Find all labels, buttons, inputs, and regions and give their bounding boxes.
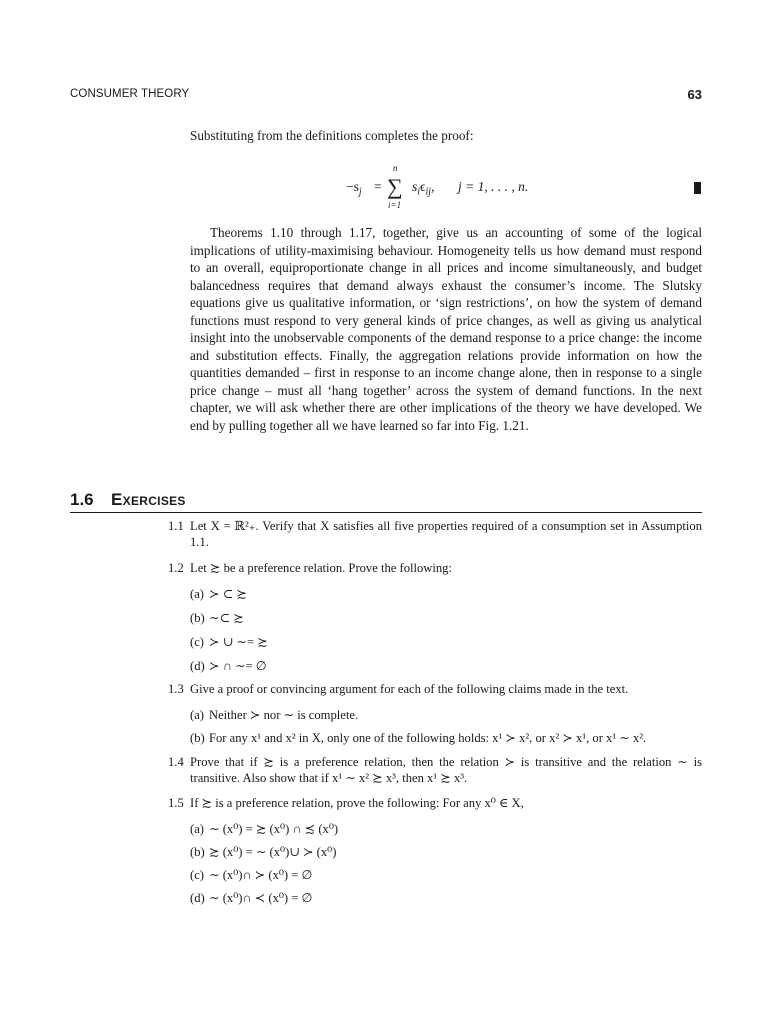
part-label: (b) xyxy=(190,845,205,859)
part-label: (a) xyxy=(190,822,204,836)
lead-sentence: Substituting from the definitions completes the proof: xyxy=(190,128,474,143)
exercise-1-2 xyxy=(168,560,702,576)
part-text: ≻ ∪ ∼= ≿ xyxy=(209,635,268,649)
page-number: 63 xyxy=(687,87,702,102)
exercise-number: 1.3 xyxy=(168,682,184,696)
display-equation xyxy=(346,163,586,211)
exercise-part xyxy=(190,867,702,883)
chapter-title: CONSUMER THEORY xyxy=(70,88,190,100)
summation-sign: ∑ xyxy=(387,174,403,199)
part-text: ∼ (x⁰) = ≿ (x⁰) ∩ ≾ (x⁰) xyxy=(209,822,339,836)
equation-equals: = xyxy=(374,179,382,194)
exercise-number: 1.5 xyxy=(168,796,184,810)
part-label: (d) xyxy=(190,659,205,673)
part-label: (c) xyxy=(190,635,204,649)
part-text: ∼ (x⁰)∩ ≺ (x⁰) = ∅ xyxy=(209,891,313,905)
exercise-number: 1.4 xyxy=(168,755,184,769)
exercise-part xyxy=(190,610,702,626)
equation-term: $s_i\epsilon_{ij}$, xyxy=(412,179,435,198)
exercise-1-4 xyxy=(168,754,702,786)
section-number: 1.6 xyxy=(70,490,94,509)
summary-paragraph xyxy=(190,224,702,434)
part-text: ≻ ∩ ∼= ∅ xyxy=(209,659,267,673)
exercise-part xyxy=(190,586,702,602)
part-text: ∼⊂ ≿ xyxy=(209,611,244,625)
exercise-text: Give a proof or convincing argument for each of the following claims made in the text. xyxy=(190,682,629,696)
equation-lhs: $-s_j$ xyxy=(346,179,362,198)
exercise-1-1 xyxy=(168,518,702,550)
part-text: ≻ ⊂ ≿ xyxy=(209,587,247,601)
exercise-text: If ≿ is a preference relation, prove the following: For any x⁰ ∈ X, xyxy=(190,796,524,810)
exercise-part xyxy=(190,821,702,837)
paragraph-text: Theorems 1.10 through 1.17, together, give us an accounting of some of the logical implications of utility-maximising behaviour. Homogeneity tells us how demand must respond to an overall, equiproportionate change in all prices and income simultaneously, and budget balancedness requires that demand always exhaust the consumer’s income. The Slutsky equations give us qualitative information, or ‘sign restrictions’, on how the system of demand functions must respond to very general kinds of price changes, as well as giving us analytical insight into the unobservable components of the demand response to a price change: the income and substitution effects. Finally, the aggregation relations provide information on how the quantities demanded – first in response to an income change alone, then in response to a single price change – must all ‘hang together’ across the system of demand functions. In the next chapter, we will ask whether there are other implications of the theory we have developed. We end by pulling together all we have learned so far into Fig. 1.21. xyxy=(190,225,702,433)
exercise-part xyxy=(190,707,702,723)
part-label: (a) xyxy=(190,587,204,601)
exercise-part xyxy=(190,890,702,906)
sum-upper-limit: n xyxy=(393,163,398,173)
exercise-number: 1.2 xyxy=(168,561,184,575)
exercise-part xyxy=(190,730,702,746)
exercise-text: Let ≿ be a preference relation. Prove the following: xyxy=(190,561,452,575)
part-text: Neither ≻ nor ∼ is complete. xyxy=(209,708,359,722)
exercise-text: Let X = ℝ²₊. Verify that X satisfies all five properties required of a consumption set in Assumption 1.1. xyxy=(190,519,702,549)
part-label: (a) xyxy=(190,708,204,722)
exercise-part xyxy=(190,844,702,860)
exercise-part xyxy=(190,634,702,650)
end-of-proof-symbol xyxy=(694,182,701,194)
exercise-1-3 xyxy=(168,681,702,697)
section-title: Exercises xyxy=(111,490,186,509)
equation-index-range: j = 1, . . . , n. xyxy=(458,179,529,194)
exercise-number: 1.1 xyxy=(168,519,184,533)
section-heading xyxy=(70,490,702,513)
part-label: (c) xyxy=(190,868,204,882)
part-label: (b) xyxy=(190,731,205,745)
part-text: ≿ (x⁰) = ∼ (x⁰)∪ ≻ (x⁰) xyxy=(209,845,337,859)
running-head xyxy=(70,88,702,104)
part-text: For any x¹ and x² in X, only one of the following holds: x¹ ≻ x², or x² ≻ x¹, or x¹ ∼ x². xyxy=(209,731,647,745)
exercise-part xyxy=(190,658,702,674)
part-label: (b) xyxy=(190,611,205,625)
part-text: ∼ (x⁰)∩ ≻ (x⁰) = ∅ xyxy=(209,868,313,882)
exercise-1-5 xyxy=(168,795,702,811)
sum-lower-limit: i=1 xyxy=(388,200,402,210)
exercise-text: Prove that if ≿ is a preference relation, then the relation ≻ is transitive and the relation ∼ is transitive. Also show that if x¹ ∼ x² ≿ x³, then x¹ ≿ x³. xyxy=(190,755,702,785)
part-label: (d) xyxy=(190,891,205,905)
